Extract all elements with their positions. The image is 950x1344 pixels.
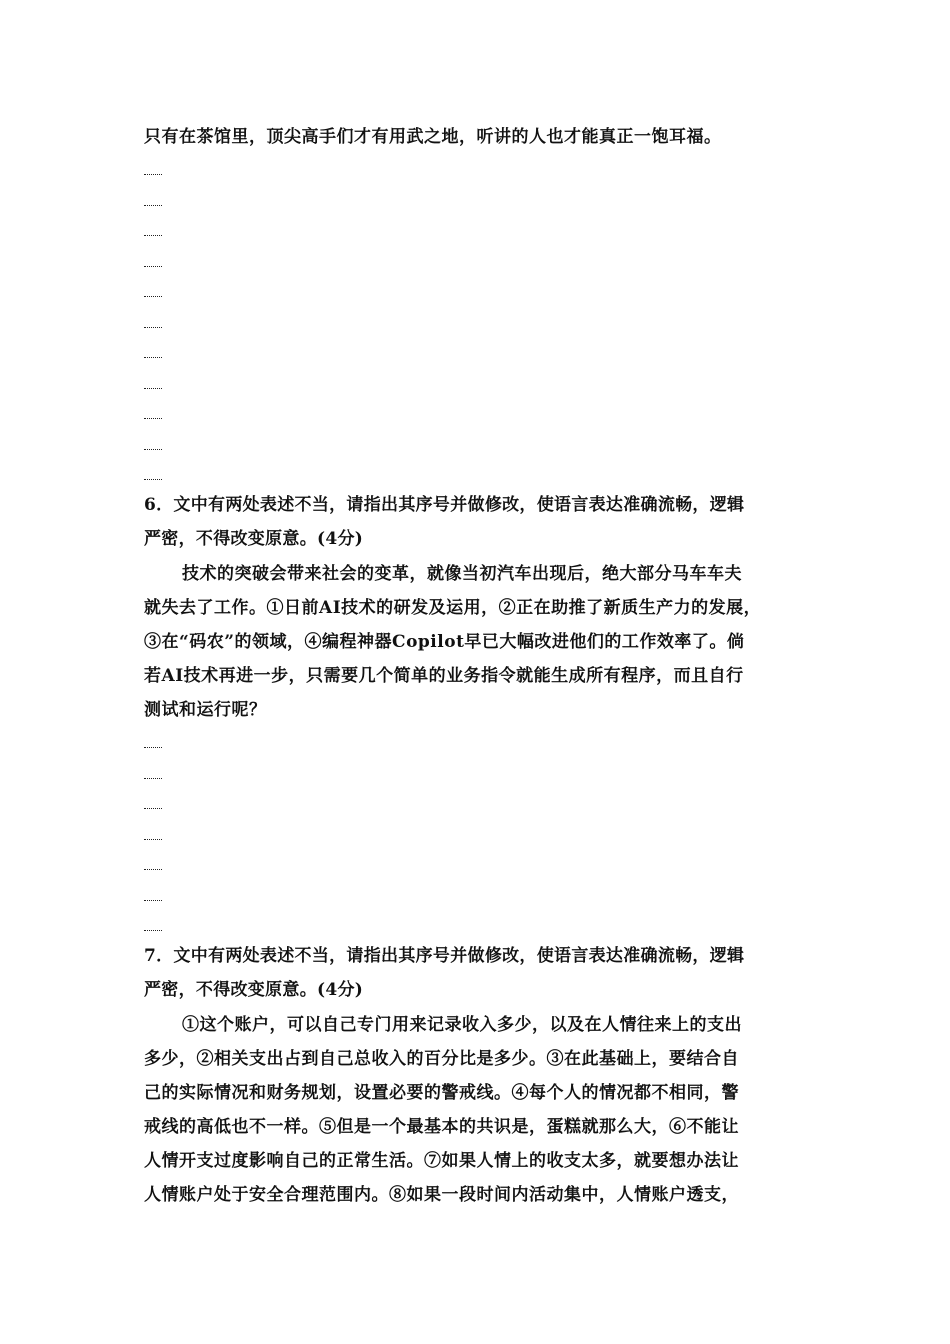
- question-6-prompt-cont: 严密，不得改变原意。(4分): [144, 529, 364, 549]
- q7-passage-line: 多少，②相关支出占到自己总收入的百分比是多少。③在此基础上，要结合自: [144, 1049, 739, 1069]
- answer-line: [144, 806, 162, 809]
- answer-line: [144, 928, 162, 931]
- answer-line: [144, 386, 162, 389]
- answer-line: [144, 325, 162, 328]
- question-7-prompt: 7．文中有两处表述不当，请指出其序号并做修改，使语言表达准确流畅，逻辑: [144, 946, 745, 966]
- answer-line: [144, 477, 162, 480]
- q6-passage-line: 若AI技术再进一步，只需要几个简单的业务指令就能生成所有程序，而且自行: [144, 666, 744, 686]
- answer-line: [144, 867, 162, 870]
- q7-passage-line: 戒线的高低也不一样。⑤但是一个最基本的共识是，蛋糕就那么大，⑥不能让: [144, 1117, 739, 1137]
- answer-line: [144, 745, 162, 748]
- answer-line: [144, 172, 162, 175]
- question-7-prompt-cont: 严密，不得改变原意。(4分): [144, 980, 364, 1000]
- answer-line: [144, 233, 162, 236]
- q6-passage-line: 就失去了工作。①日前AI技术的研发及运用，②正在助推了新质生产力的发展，: [144, 598, 762, 618]
- q6-passage-line: ③在“码农”的领域，④编程神器Copilot早已大幅改进他们的工作效率了。倘: [144, 632, 745, 652]
- q7-passage-line: ①这个账户，可以自己专门用来记录收入多少，以及在人情往来上的支出: [182, 1015, 742, 1035]
- q7-passage-line: 人情开支过度影响自己的正常生活。⑦如果人情上的收支太多，就要想办法让: [144, 1151, 739, 1171]
- answer-line: [144, 776, 162, 779]
- answer-line: [144, 837, 162, 840]
- q7-passage-line: 人情账户处于安全合理范围内。⑧如果一段时间内活动集中，人情账户透支，: [144, 1185, 739, 1205]
- intro-line: 只有在茶馆里，顶尖高手们才有用武之地，听讲的人也才能真正一饱耳福。: [144, 127, 722, 147]
- question-6-prompt: 6．文中有两处表述不当，请指出其序号并做修改，使语言表达准确流畅，逻辑: [144, 495, 745, 515]
- q7-passage-line: 己的实际情况和财务规划，设置必要的警戒线。④每个人的情况都不相同，警: [144, 1083, 739, 1103]
- answer-line: [144, 416, 162, 419]
- answer-line: [144, 294, 162, 297]
- q6-passage-line: 技术的突破会带来社会的变革，就像当初汽车出现后，绝大部分马车车夫: [182, 564, 742, 584]
- q6-passage-line: 测试和运行呢？: [144, 700, 267, 720]
- answer-line: [144, 355, 162, 358]
- answer-line: [144, 447, 162, 450]
- answer-line: [144, 264, 162, 267]
- answer-line: [144, 898, 162, 901]
- answer-line: [144, 203, 162, 206]
